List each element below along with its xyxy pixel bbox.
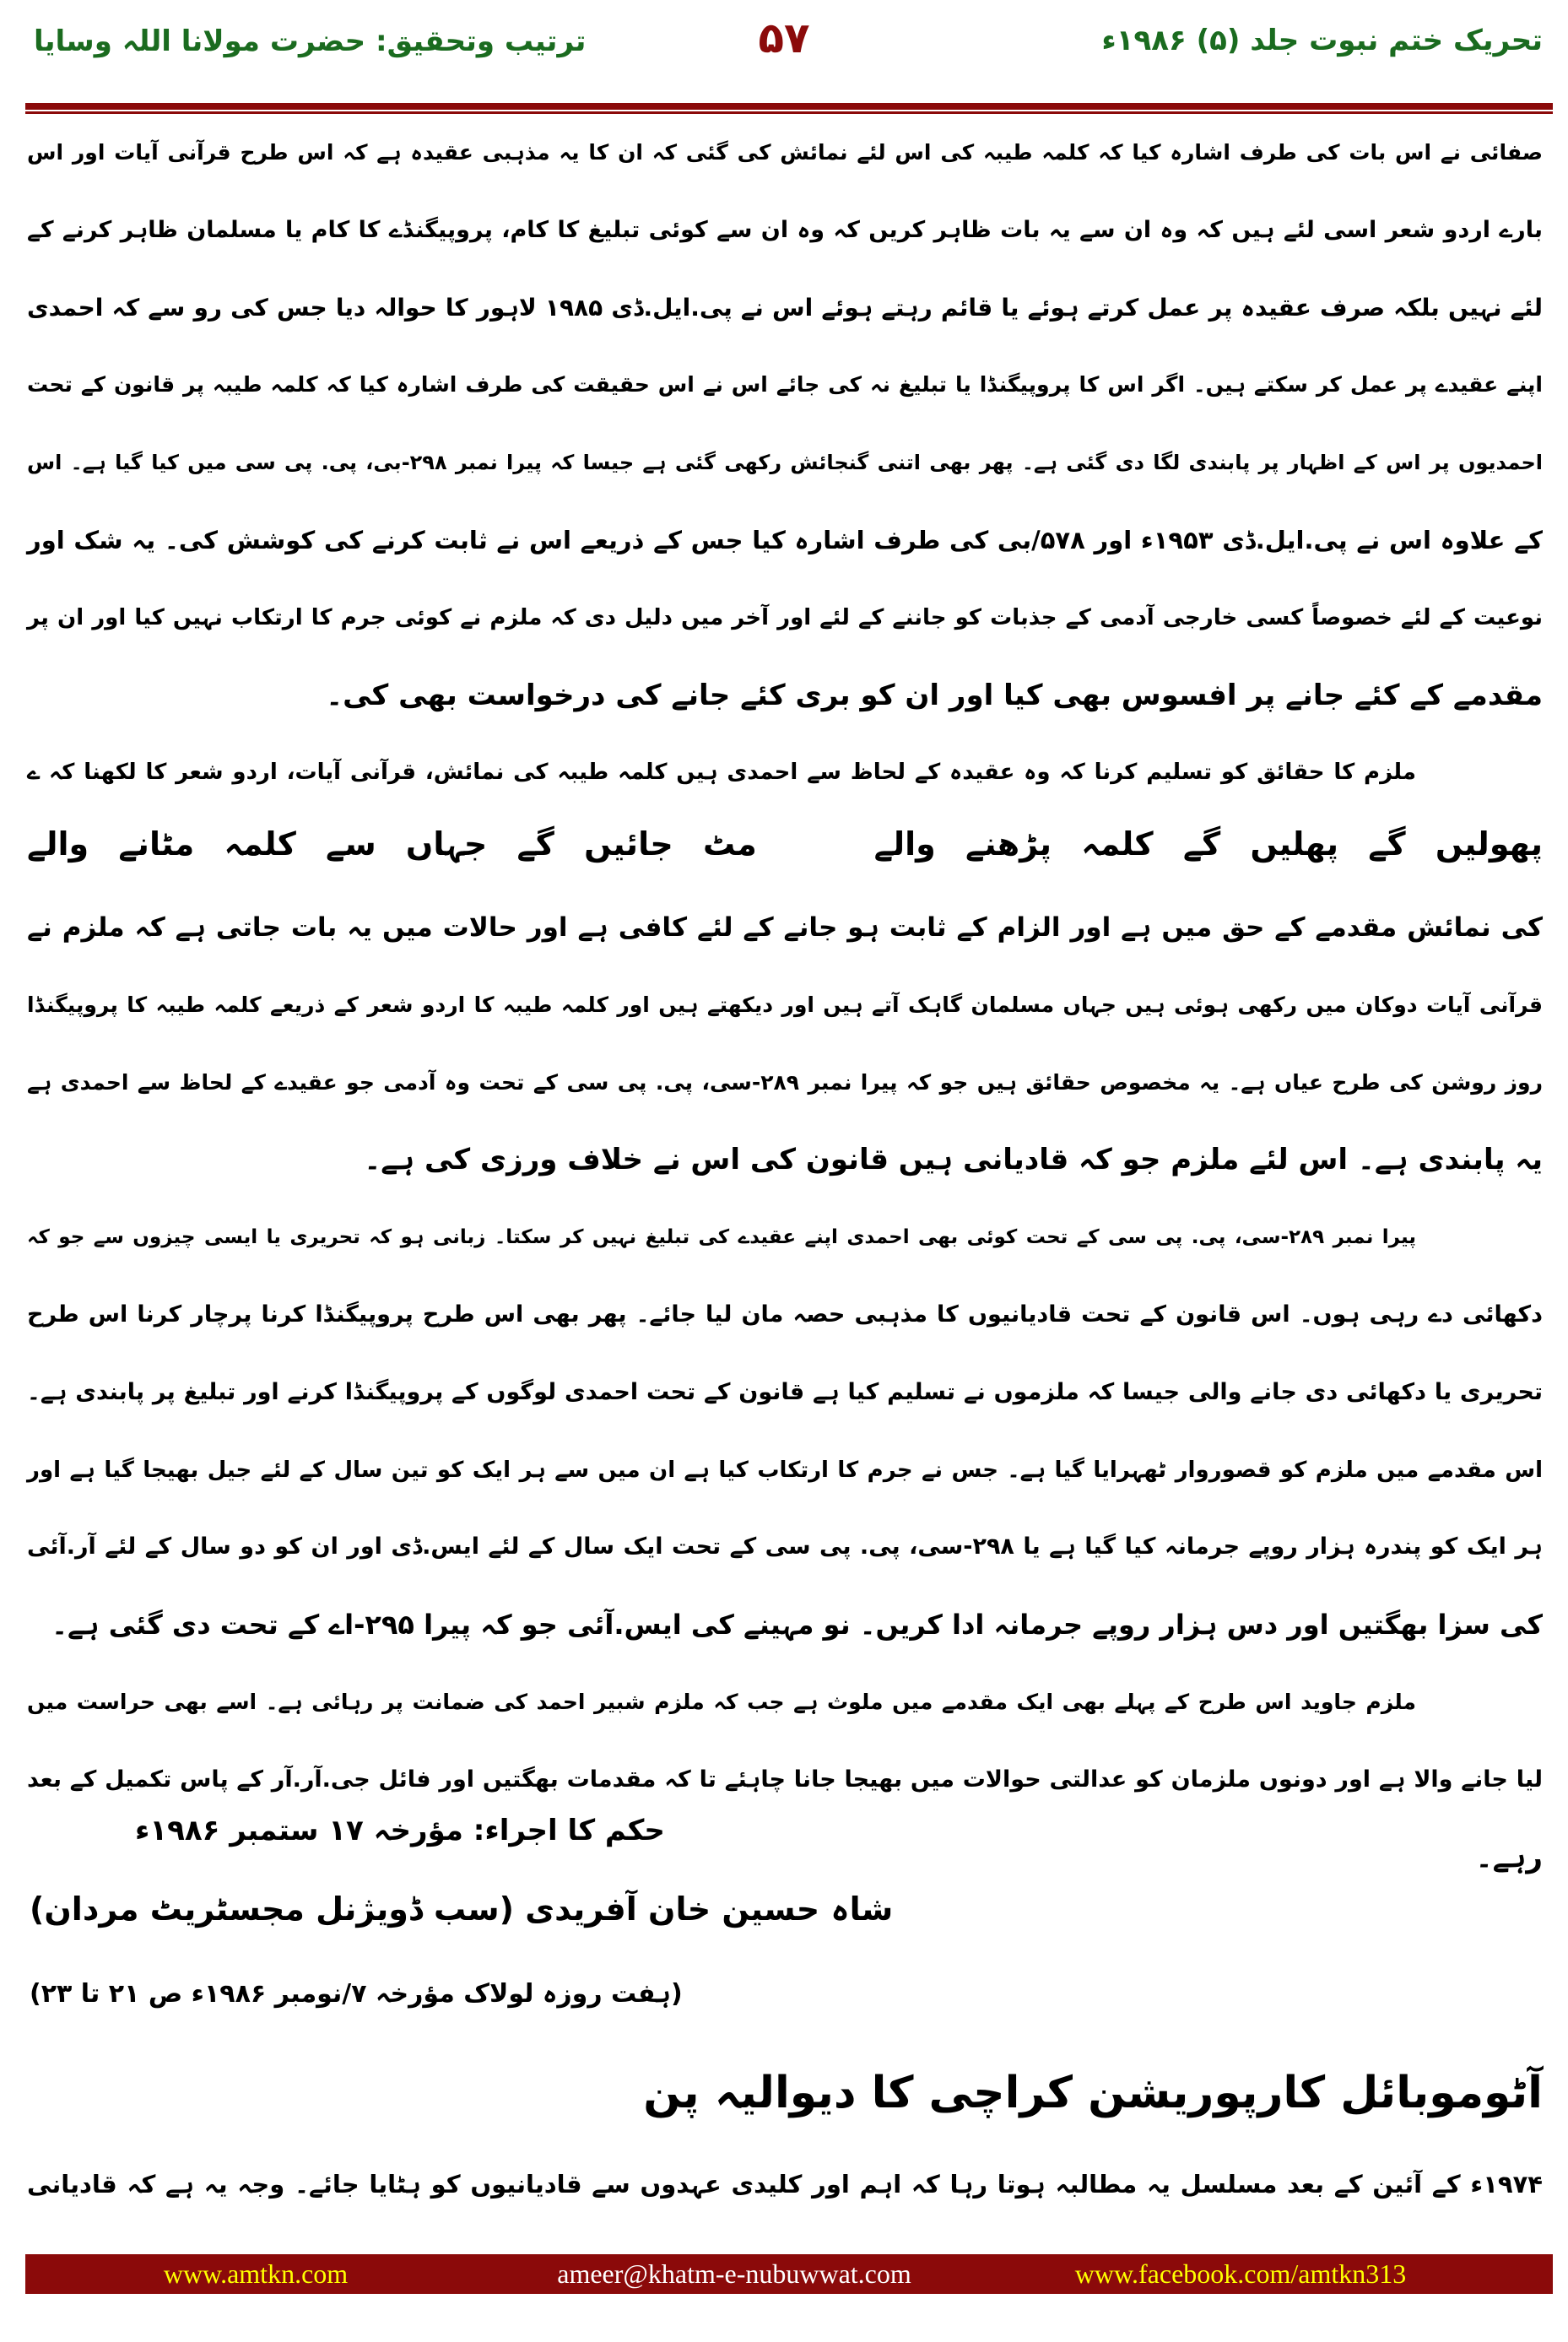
body-text-line: پیرا نمبر ۲۸۹-سی، پی. پی سی کے تحت کوئی بھی احمدی اپنے عقیدے کی تبلیغ نہیں کر سکتا۔ زبانی ہو کہ تحریری یا ایسی چیزوں سے جو کہ <box>27 1226 1416 1249</box>
page-number: ۵۷ <box>758 14 810 62</box>
source-citation: (ہفت روزہ لولاک مؤرخہ ۷/نومبر ۱۹۸۶ء ص ۲۱ تا ۲۳) <box>30 1979 683 2009</box>
body-text-line: لئے نہیں بلکہ صرف عقیدہ پر عمل کرتے ہوئے یا قائم رہتے ہوئے اس نے پی.ایل.ڈی ۱۹۸۵ لاہور کا حوالہ دیا جس کی رو سے کہ احمدی <box>27 293 1544 322</box>
body-text-line: رہے۔ <box>1475 1840 1543 1874</box>
body-text-line: اس مقدمے میں ملزم کو قصوروار ٹھہرایا گیا ہے۔ جس نے جرم کا ارتکاب کیا ہے ان میں سے ہر ایک کو تین سال کے لئے جیل بھیجا گیا ہے اور <box>27 1457 1543 1483</box>
section-heading: آٹوموبائل کارپوریشن کراچی کا دیوالیہ پن <box>643 2068 1543 2118</box>
body-text-line: اپنے عقیدے پر عمل کر سکتے ہیں۔ اگر اس کا پروپیگنڈا یا تبلیغ نہ کی جائے اس نے اس حقیقت کی طرف اشارہ کیا کہ کلمہ طیبہ پر قانون کے تحت <box>27 372 1543 398</box>
body-text-line: مقدمے کے کئے جانے پر افسوس بھی کیا اور ان کو بری کئے جانے کی درخواست بھی کی۔ <box>326 678 1543 712</box>
section-text-line: ۱۹۷۴ء کے آئین کے بعد مسلسل یہ مطالبہ ہوتا رہا کہ اہم اور کلیدی عہدوں سے قادیانیوں کو ہٹایا جائے۔ وجہ یہ ہے کہ قادیانی <box>27 2170 1543 2199</box>
compiler-credit: ترتیب وتحقیق: حضرت مولانا اللہ وسایا <box>34 24 587 58</box>
body-text-line: ملزم جاوید اس طرح کے پہلے بھی ایک مقدمے میں ملوث ہے جب کہ ملزم شبیر احمد کی ضمانت پر رہائی ہے۔ اسے بھی حراست میں <box>27 1690 1416 1714</box>
body-text-line: احمدیوں پر اس کے اظہار پر پابندی لگا دی گئی ہے۔ پھر بھی اتنی گنجائش رکھی گئی ہے جیسا کہ پیرا نمبر ۲۹۸-بی، پی. پی سی میں کیا گیا ہے۔ اس <box>27 451 1543 475</box>
body-text-line: کی نمائش مقدمے کے حق میں ہے اور الزام کے ثابت ہو جانے کے لئے کافی ہے اور حالات میں یہ بات جاتی ہے کہ ملزم نے <box>27 912 1543 943</box>
footer-bar <box>25 2254 1553 2294</box>
body-text-line: نوعیت کے لئے خصوصاً کسی خارجی آدمی کے جذبات کو جاننے کے لئے اور آخر میں دلیل دی کہ ملزم نے کوئی جرم کا ارتکاب نہیں کیا اور ان پر <box>27 604 1543 630</box>
website-link[interactable]: www.amtkn.com <box>163 2258 349 2289</box>
body-text-line: صفائی نے اس بات کی طرف اشارہ کیا کہ کلمہ طیبہ کی اس لئے نمائش کی گئی کہ ان کا یہ مذہبی عقیدہ ہے کہ اس طرح قرآنی آیات اور اس <box>27 140 1543 165</box>
poetry-first-hemistich: پھولیں گے پھلیں گے کلمہ پڑھنے والے <box>873 825 1543 863</box>
body-text-line: کی سزا بھگتیں اور دس ہزار روپے جرمانہ ادا کریں۔ نو مہینے کی ایس.آئی جو کہ پیرا ۲۹۵-اے کے تحت دی گئی ہے۔ <box>51 1609 1543 1642</box>
body-text-line: قرآنی آیات دوکان میں رکھی ہوئی ہیں جہاں مسلمان گاہک آتے ہیں اور دیکھتے ہیں اور کلمہ طیبہ کا اردو شعر کے ذریعے کلمہ طیبہ کا پروپیگنڈا <box>27 992 1543 1017</box>
body-text-line: تحریری یا دکھائی دی جانے والی جیسا کہ ملزموں نے تسلیم کیا ہے قانون کے تحت احمدی لوگوں کے پروپیگنڈا کرنے اور تبلیغ پر پابندی ہے۔ <box>27 1378 1543 1405</box>
body-text-line: یہ پابندی ہے۔ اس لئے ملزم جو کہ قادیانی ہیں قانون کی اس نے خلاف ورزی کی ہے۔ <box>364 1143 1543 1177</box>
body-text-line: بارے اردو شعر اسی لئے ہیں کہ وہ ان سے یہ بات ظاہر کریں کہ وہ ان سے کوئی تبلیغ کا کام، پروپیگنڈے کا کام یا مسلمان ظاہر کرنے کے <box>27 216 1543 243</box>
header-rule-thin <box>25 111 1553 114</box>
email-link[interactable]: ameer@khatm-e-nubuwwat.com <box>557 2258 911 2289</box>
body-text-line: ملزم کا حقائق کو تسلیم کرنا کہ وہ عقیدہ کے لحاظ سے احمدی ہیں کلمہ طیبہ کی نمائش، قرآنی آیات، اردو شعر کا لکھنا کہ ے <box>27 760 1416 786</box>
magistrate-signature: شاہ حسین خان آفریدی (سب ڈویژنل مجسٹریٹ مردان) <box>30 1890 894 1928</box>
body-text-line: دکھائی دے رہی ہوں۔ اس قانون کے تحت قادیانیوں کا مذہبی حصہ مان لیا جائے۔ پھر بھی اس طرح پروپیگنڈا کرنا پرچار کرنا اس طرح <box>27 1301 1543 1328</box>
facebook-link[interactable]: www.facebook.com/amtkn313 <box>1074 2258 1407 2289</box>
header-rule-thick <box>25 103 1553 110</box>
body-text-line: روز روشن کی طرح عیاں ہے۔ یہ مخصوص حقائق ہیں جو کہ پیرا نمبر ۲۸۹-سی، پی. پی سی کے تحت وہ آدمی جو عقیدے کے لحاظ سے احمدی ہے <box>27 1069 1543 1095</box>
poetry-second-hemistich: مٹ جائیں گے جہاں سے کلمہ مٹانے والے <box>27 825 757 863</box>
body-text-line: ہر ایک کو پندرہ ہزار روپے جرمانہ کیا گیا ہے یا ۲۹۸-سی، پی. پی سی کے تحت ایک سال کے لئے ایس.ڈی اور ان کو دو سال کے لئے آر.آئی <box>27 1533 1543 1560</box>
body-text-line: لیا جانے والا ہے اور دونوں ملزمان کو عدالتی حوالات میں بھیجا جانا چاہئے تا کہ مقدمات بھگتیں اور فائل جی.آر.آر کے پاس تکمیل کے بعد <box>27 1766 1543 1793</box>
book-title: تحریک ختم نبوت جلد (۵) ۱۹۸۶ء <box>1101 24 1543 57</box>
body-text-line: کے علاوہ اس نے پی.ایل.ڈی ۱۹۵۳ء اور ۵۷۸/بی کی طرف اشارہ کیا جس کے ذریعے اس نے ثابت کرنے کی کوشش کی۔ یہ شک اور <box>27 526 1543 554</box>
order-issue-date: حکم کا اجراء: مؤرخہ ۱۷ ستمبر ۱۹۸۶ء <box>135 1814 665 1847</box>
